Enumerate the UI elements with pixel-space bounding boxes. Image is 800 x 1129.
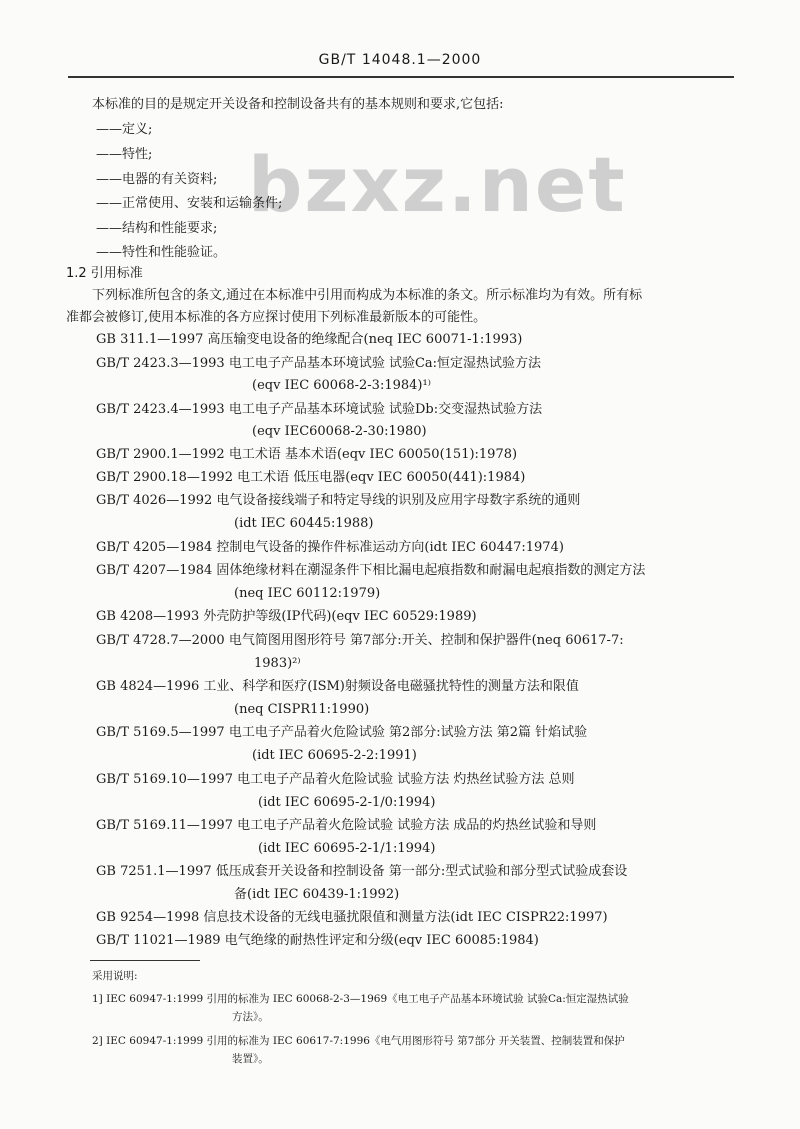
- footnote-cont: 方法》。: [232, 1011, 269, 1023]
- reference-item: GB 4824—1996 工业、科学和医疗(ISM)射频设备电磁骚扰特性的测量方法和限值: [96, 679, 579, 694]
- reference-item: GB/T 5169.10—1997 电工电子产品着火危险试验 试验方法 灼热丝试验方法 总则: [96, 772, 575, 787]
- reference-item-cont: (eqv IEC 60068-2-3:1984)¹⁾: [252, 378, 431, 393]
- reference-item: GB/T 4205—1984 控制电气设备的操作件标准运动方向(idt IEC 60447:1974): [96, 540, 564, 555]
- reference-item: GB/T 2900.1—1992 电工术语 基本术语(eqv IEC 60050(151):1978): [96, 447, 518, 462]
- list-item: ——特性和性能验证。: [96, 245, 227, 260]
- reference-item-cont: (neq IEC 60112:1979): [234, 586, 381, 601]
- list-item: ——结构和性能要求;: [96, 221, 218, 236]
- footnote-rule: [90, 960, 200, 961]
- reference-item-cont: (idt IEC 60695-2-1/1:1994): [258, 841, 436, 856]
- reference-item-cont: 1983)²⁾: [254, 656, 301, 671]
- reference-item: GB 311.1—1997 高压输变电设备的绝缘配合(neq IEC 60071-1:1993): [96, 332, 523, 347]
- reference-item: GB/T 4026—1992 电气设备接线端子和特定导线的识别及应用字母数字系统的通则: [96, 493, 581, 508]
- reference-item: GB/T 4728.7—2000 电气简图用图形符号 第7部分:开关、控制和保护器件(neq 60617-7:: [96, 633, 624, 648]
- page-header: GB/T 14048.1—2000: [318, 52, 482, 68]
- reference-item-cont: (eqv IEC60068-2-30:1980): [252, 424, 427, 439]
- reference-item: GB/T 5169.11—1997 电工电子产品着火危险试验 试验方法 成品的灼热丝试验和导则: [96, 818, 597, 833]
- footnote: 1] IEC 60947-1:1999 引用的标准为 IEC 60068-2-3—1969《电工电子产品基本环境试验 试验Ca:恒定湿热试验: [92, 993, 629, 1005]
- reference-item: GB/T 5169.5—1997 电工电子产品着火危险试验 第2部分:试验方法 第2篇 针焰试验: [96, 725, 588, 740]
- reference-item-cont: 备(idt IEC 60439-1:1992): [234, 887, 400, 902]
- list-item: ——定义;: [96, 122, 153, 137]
- reference-item-cont: (idt IEC 60445:1988): [234, 516, 374, 531]
- reference-item: GB/T 2423.3—1993 电工电子产品基本环境试验 试验Ca:恒定湿热试验方法: [96, 356, 542, 371]
- list-item: ——正常使用、安装和运输条件;: [96, 196, 283, 211]
- reference-item: GB 4208—1993 外壳防护等级(IP代码)(eqv IEC 60529:1989): [96, 609, 477, 624]
- reference-item: GB/T 2900.18—1992 电工术语 低压电器(eqv IEC 60050(441):1984): [96, 470, 526, 485]
- footnote: 2] IEC 60947-1:1999 引用的标准为 IEC 60617-7:1996《电气用图形符号 第7部分 开关装置、控制装置和保护: [92, 1035, 625, 1047]
- reference-item: GB/T 2423.4—1993 电工电子产品基本环境试验 试验Db:交变湿热试验方法: [96, 402, 543, 417]
- footnote-heading: 采用说明:: [92, 970, 138, 982]
- reference-item: GB/T 4207—1984 固体绝缘材料在潮湿条件下相比漏电起痕指数和耐漏电起痕指数的测定方法: [96, 563, 646, 578]
- watermark: bzxz.net: [248, 140, 627, 229]
- header-rule: [68, 76, 734, 78]
- section-title: 1.2 引用标准: [66, 266, 143, 281]
- section-paragraph: 下列标准所包含的条文,通过在本标准中引用而构成为本标准的条文。所示标准均为有效。所有标: [92, 288, 643, 303]
- list-item: ——特性;: [96, 147, 153, 162]
- reference-item: GB/T 11021—1989 电气绝缘的耐热性评定和分级(eqv IEC 60085:1984): [96, 933, 539, 948]
- reference-item-cont: (idt IEC 60695-2-1/0:1994): [258, 795, 436, 810]
- list-item: ——电器的有关资料;: [96, 172, 218, 187]
- section-paragraph: 准都会被修订,使用本标准的各方应探讨使用下列标准最新版本的可能性。: [66, 310, 487, 325]
- footnote-cont: 装置》。: [232, 1053, 269, 1065]
- reference-item: GB 7251.1—1997 低压成套开关设备和控制设备 第一部分:型式试验和部分型式试验成套设: [96, 864, 628, 879]
- intro-paragraph: 本标准的目的是规定开关设备和控制设备共有的基本规则和要求,它包括:: [92, 97, 504, 112]
- reference-item-cont: (neq CISPR11:1990): [234, 702, 370, 717]
- reference-item: GB 9254—1998 信息技术设备的无线电骚扰限值和测量方法(idt IEC CISPR22:1997): [96, 910, 608, 925]
- reference-item-cont: (idt IEC 60695-2-2:1991): [252, 748, 417, 763]
